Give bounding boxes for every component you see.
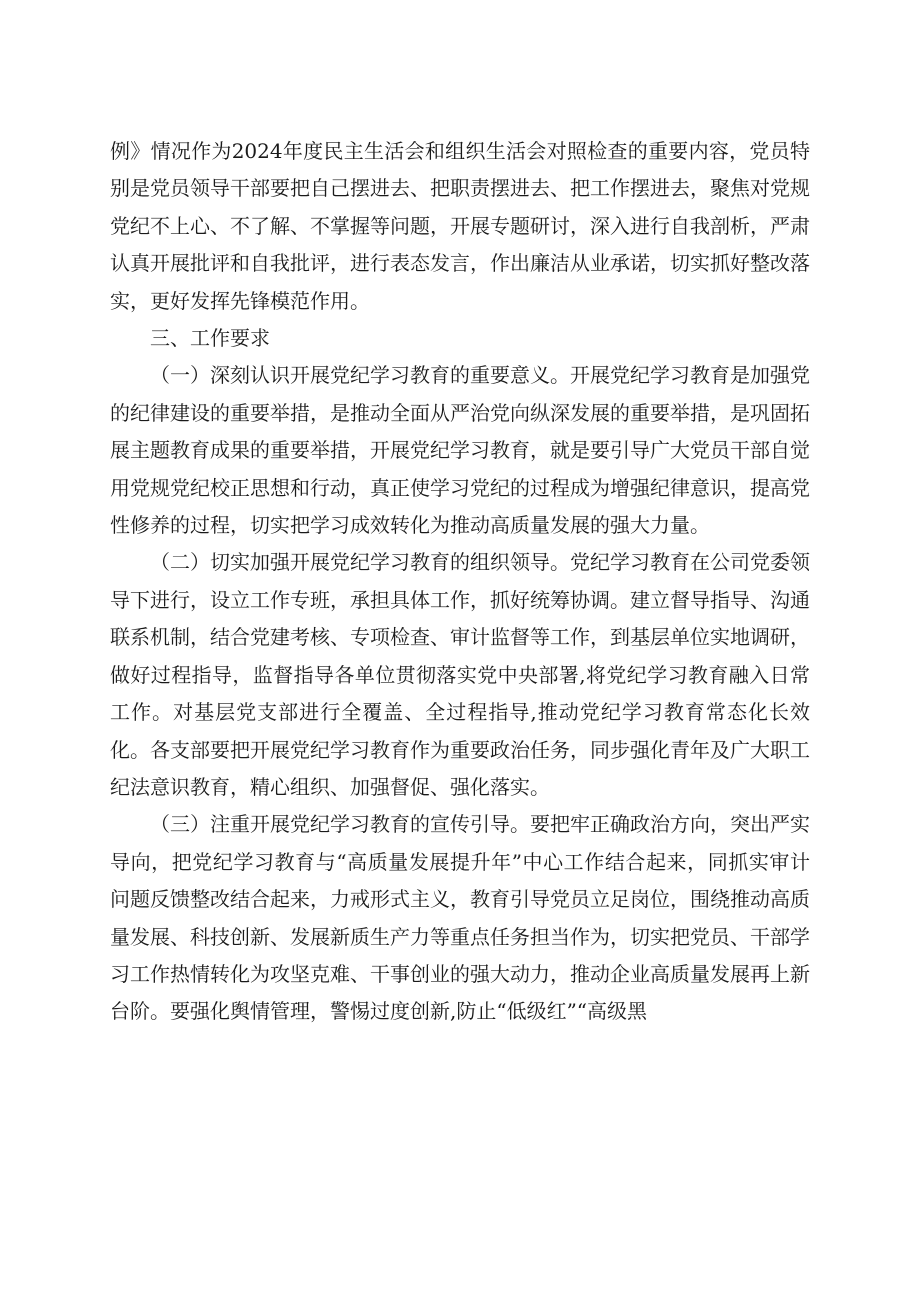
paragraph-requirement-1: （一）深刻认识开展党纪学习教育的重要意义。开展党纪学习教育是加强党的纪律建设的重要举措，是推动全面从严治党向纵深发展的重要举措，是巩固拓展主题教育成果的重要举措，开展党纪学习教育，就是要引导广大党员干部自觉用党规党纪校正思想和行动，真正使学习党纪的过程成为增强纪律意识，提高党性修养的过程，切实把学习成效转化为推动高质量发展的强大力量。 bbox=[110, 363, 810, 538]
paragraph-requirement-2: （二）切实加强开展党纪学习教育的组织领导。党纪学习教育在公司党委领导下进行，设立工作专班，承担具体工作，抓好统筹协调。建立督导指导、沟通联系机制，结合党建考核、专项检查、审计监督等工作，到基层单位实地调研，做好过程指导，监督指导各单位贯彻落实党中央部署,将党纪学习教育融入日常工作。对基层党支部进行全覆盖、全过程指导,推动党纪学习教育常态化长效化。各支部要把开展党纪学习教育作为重要政治任务，同步强化青年及广大职工纪法意识教育，精心组织、加强督促、强化落实。 bbox=[110, 550, 810, 799]
section-heading-work-requirements: 三、工作要求 bbox=[150, 326, 270, 351]
paragraph-requirement-3: （三）注重开展党纪学习教育的宣传引导。要把牢正确政治方向，突出严实导向，把党纪学习教育与“高质量发展提升年”中心工作结合起来，同抓实审计问题反馈整改结合起来，力戒形式主义，教育引导党员立足岗位，围绕推动高质量发展、科技创新、发展新质生产力等重点任务担当作为，切实把党员、干部学习工作热情转化为攻坚克难、干事创业的强大动力，推动企业高质量发展再上新台阶。要强化舆情管理，警惕过度创新,防止“低级红”“高级黑 bbox=[110, 812, 810, 1024]
document-body bbox=[110, 133, 810, 1031]
paragraph-continuation: 例》情况作为2024年度民主生活会和组织生活会对照检查的重要内容，党员特别是党员领导干部要把自己摆进去、把职责摆进去、把工作摆进去，聚焦对党规党纪不上心、不了解、不掌握等问题，开展专题研讨，深入进行自我剖析，严肃认真开展批评和自我批评，进行表态发言，作出廉洁从业承诺，切实抓好整改落实，更好发挥先锋模范作用。 bbox=[110, 139, 810, 313]
